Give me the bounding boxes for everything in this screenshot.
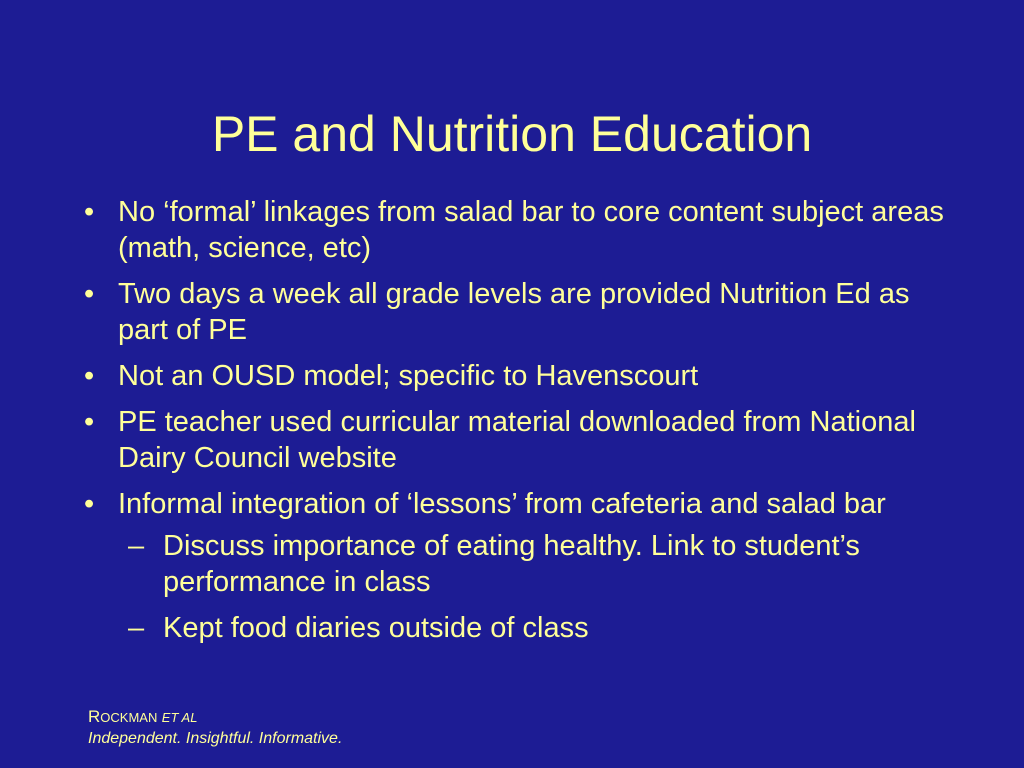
sub-bullet-marker: – bbox=[128, 612, 145, 644]
bullet-text: Informal integration of ‘lessons’ from cafeteria and salad bar bbox=[118, 488, 886, 520]
bullet-item bbox=[78, 358, 958, 394]
bullet-list bbox=[78, 194, 958, 656]
bullet-item bbox=[78, 276, 958, 348]
bullet-text: No ‘formal’ linkages from salad bar to core content subject areas (math, science, etc) bbox=[118, 196, 944, 264]
bullet-marker: • bbox=[84, 488, 95, 520]
bullet-marker: • bbox=[84, 278, 95, 310]
sub-bullet-text: Discuss importance of eating healthy. Link to student’s performance in class bbox=[163, 530, 860, 598]
bullet-item bbox=[78, 486, 958, 646]
sub-bullet-marker: – bbox=[128, 530, 145, 562]
slide-title: PE and Nutrition Education bbox=[211, 106, 813, 162]
brand-initial: R bbox=[88, 707, 101, 726]
bullet-item bbox=[78, 194, 958, 266]
bullet-marker: • bbox=[84, 406, 95, 438]
bullet-marker: • bbox=[84, 360, 95, 392]
bullet-text: Two days a week all grade levels are provided Nutrition Ed as part of PE bbox=[118, 278, 910, 346]
brand-name bbox=[88, 706, 342, 728]
bullet-text: PE teacher used curricular material downloaded from National Dairy Council website bbox=[118, 406, 916, 474]
footer-brand bbox=[88, 706, 342, 749]
bullet-text: Not an OUSD model; specific to Havenscourt bbox=[118, 360, 699, 392]
sub-bullet-item bbox=[118, 528, 958, 600]
bullet-marker: • bbox=[84, 196, 95, 228]
sub-bullet-list bbox=[118, 528, 958, 646]
bullet-item bbox=[78, 404, 958, 476]
brand-rest: OCKMAN bbox=[100, 710, 158, 725]
brand-suffix: ET AL bbox=[161, 710, 198, 725]
sub-bullet-item bbox=[118, 610, 958, 646]
brand-tagline: Independent. Insightful. Informative. bbox=[88, 730, 343, 747]
sub-bullet-text: Kept food diaries outside of class bbox=[163, 612, 589, 644]
